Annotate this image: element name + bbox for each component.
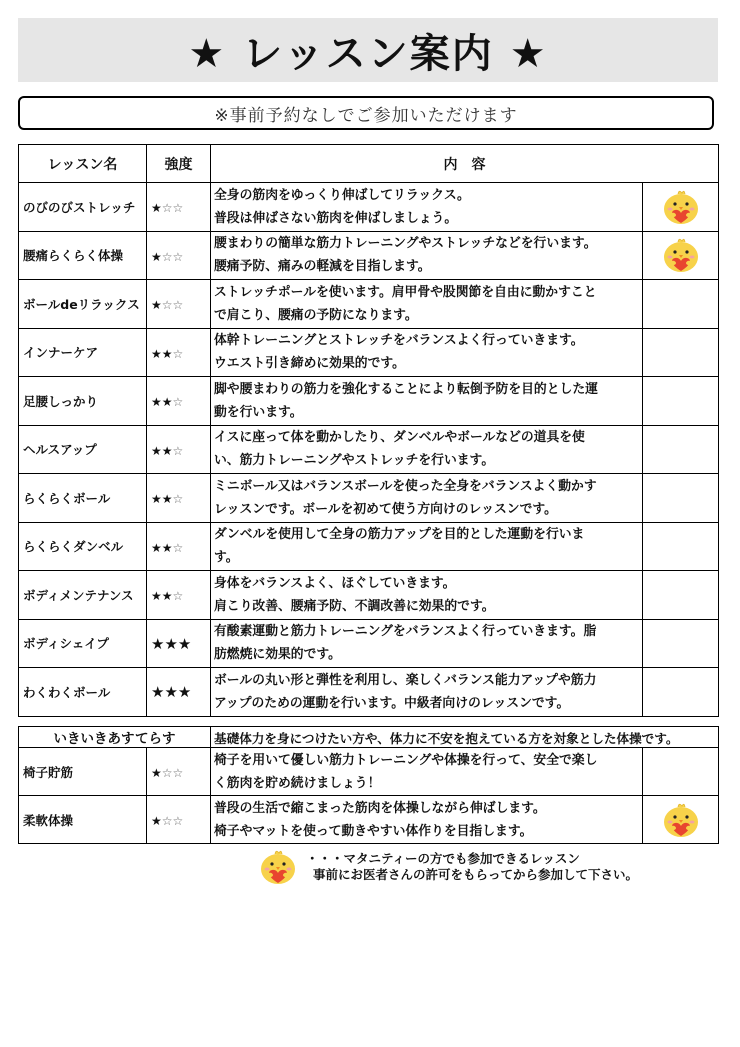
lesson-rows: [19, 183, 719, 717]
title-banner: [18, 18, 718, 82]
star-filled-icon: ★: [161, 346, 173, 361]
section-description: 基礎体力を身につけたい方や、体力に不安を抱えている方を対象とした体操です。: [211, 727, 719, 748]
table-header-row: [19, 145, 719, 183]
section-title: いきいきあすてらす: [19, 727, 211, 748]
section-table: [18, 726, 719, 844]
star-empty-icon: ☆: [161, 814, 173, 828]
star-filled-icon: ★: [161, 540, 173, 555]
star-filled-icon: ★: [161, 395, 173, 410]
lesson-row: [19, 231, 719, 280]
lesson-row: [19, 668, 719, 717]
description-line: ボールの丸い形と弾性を利用し、楽しくバランス能力アップや筋力: [214, 672, 597, 688]
description-line: 椅子を用いて優しい筋力トレーニングや体操を行って、安全で楽し: [214, 752, 598, 768]
maternity-mark-cell: [643, 748, 719, 796]
star-filled-icon: ★: [151, 814, 162, 828]
star-filled-icon: ★: [164, 634, 178, 653]
star-filled-icon: ★: [151, 443, 162, 458]
description-line: 普段の生活で縮こまった筋肉を体操しながら伸ばします。: [214, 800, 546, 816]
page-title: ★ レッスン案内 ★: [188, 30, 548, 77]
maternity-mark-cell: [643, 425, 719, 474]
lesson-name: のびのびストレッチ: [19, 183, 147, 232]
star-empty-icon: ☆: [172, 298, 184, 313]
lesson-table: [18, 144, 719, 717]
description-line: く筋肉を貯め続けましょう！: [214, 775, 381, 791]
description-line: 体幹トレーニングとストレッチをバランスよく行っていきます。: [214, 333, 584, 349]
star-filled-icon: ★: [151, 683, 165, 702]
lesson-description: [211, 619, 643, 668]
chick-holding-heart-icon: [258, 848, 298, 886]
description-line: 肩こり改善、腰痛予防、不調改善に効果的です。: [214, 598, 495, 614]
description-line: 動を行います。: [214, 404, 303, 420]
lesson-row: [19, 474, 719, 523]
star-filled-icon: ★: [161, 443, 173, 458]
header-lesson-name: レッスン名: [19, 145, 147, 183]
lesson-description: [211, 377, 643, 426]
lesson-description: [211, 425, 643, 474]
star-filled-icon: ★: [151, 298, 162, 313]
description-line: ウエスト引き締めに効果的です。: [214, 356, 405, 372]
lesson-name: 腰痛らくらく体操: [19, 231, 147, 280]
star-filled-icon: ★: [164, 683, 178, 702]
star-empty-icon: ☆: [172, 589, 184, 604]
intensity-rating: [147, 668, 211, 717]
intensity-rating: [147, 377, 211, 426]
intensity-rating: [147, 328, 211, 377]
lesson-name: ヘルスアップ: [19, 425, 147, 474]
description-line: 全身の筋肉をゆっくり伸ばしてリラックス。: [214, 187, 470, 203]
star-filled-icon: ★: [177, 683, 192, 702]
star-filled-icon: ★: [151, 346, 162, 361]
description-line: ストレッチポールを使います。肩甲骨や股関節を自由に動かすこと: [214, 284, 597, 300]
notice-box: [18, 96, 714, 130]
lesson-description: [211, 796, 643, 844]
star-filled-icon: ★: [151, 540, 162, 555]
intensity-rating: [147, 231, 211, 280]
lesson-row: [19, 796, 719, 844]
intensity-rating: [147, 619, 211, 668]
header-intensity: 強度: [147, 145, 211, 183]
lesson-row: [19, 280, 719, 329]
lesson-name: ボディシェイプ: [19, 619, 147, 668]
lesson-name: 柔軟体操: [19, 796, 147, 844]
star-empty-icon: ☆: [161, 298, 173, 313]
description-line: す。: [214, 550, 239, 566]
legend-line-1: ・・・マタニティーの方でも参加できるレッスン: [306, 851, 580, 866]
star-filled-icon: ★: [161, 492, 173, 507]
lesson-description: [211, 328, 643, 377]
lesson-name: ボールdeリラックス: [19, 280, 147, 329]
chick-holding-heart-icon: [661, 801, 701, 839]
lesson-row: [19, 328, 719, 377]
lesson-description: [211, 522, 643, 571]
description-line: 有酸素運動と筋力トレーニングをバランスよく行っていきます。脂: [214, 624, 597, 640]
star-empty-icon: ☆: [161, 249, 173, 264]
maternity-mark-cell: [643, 522, 719, 571]
intensity-rating: [147, 522, 211, 571]
intensity-rating: [147, 748, 211, 796]
star-filled-icon: ★: [151, 201, 162, 216]
lesson-description: [211, 571, 643, 620]
lesson-row: [19, 748, 719, 796]
maternity-mark-cell: [643, 328, 719, 377]
description-line: 普段は伸ばさない筋肉を伸ばしましょう。: [214, 210, 458, 226]
header-content: 内 容: [211, 145, 719, 183]
star-filled-icon: ★: [161, 589, 173, 604]
description-line: 身体をバランスよく、ほぐしていきます。: [214, 575, 456, 591]
section-header-row: [19, 727, 719, 748]
maternity-mark-cell: [643, 377, 719, 426]
maternity-mark-cell: [643, 796, 719, 844]
intensity-rating: [147, 183, 211, 232]
lesson-name: インナーケア: [19, 328, 147, 377]
star-empty-icon: ☆: [172, 766, 184, 780]
description-line: で肩こり、腰痛の予防になります。: [214, 307, 418, 323]
lesson-name: わくわくボール: [19, 668, 147, 717]
description-line: ミニボール又はバランスボールを使った全身をバランスよく動かす: [214, 478, 597, 494]
star-empty-icon: ☆: [172, 395, 184, 410]
description-line: レッスンです。ボールを初めて使う方向けのレッスンです。: [214, 501, 557, 517]
star-filled-icon: ★: [177, 634, 192, 653]
maternity-mark-cell: [643, 474, 719, 523]
lesson-description: [211, 668, 643, 717]
maternity-mark-cell: [643, 231, 719, 280]
lesson-description: [211, 474, 643, 523]
star-filled-icon: ★: [151, 634, 165, 653]
description-line: 脚や腰まわりの筋力を強化することにより転倒予防を目的とした運: [214, 381, 598, 397]
chick-holding-heart-icon: [661, 236, 701, 274]
lesson-row: [19, 425, 719, 474]
lesson-name: 足腰しっかり: [19, 377, 147, 426]
lesson-description: [211, 748, 643, 796]
description-line: 腰痛予防、痛みの軽減を目指します。: [214, 259, 431, 275]
lesson-row: [19, 183, 719, 232]
intensity-rating: [147, 796, 211, 844]
star-empty-icon: ☆: [172, 814, 184, 828]
star-empty-icon: ☆: [172, 201, 184, 216]
star-empty-icon: ☆: [161, 201, 173, 216]
intensity-rating: [147, 571, 211, 620]
description-line: ダンベルを使用して全身の筋力アップを目的とした運動を行いま: [214, 527, 585, 543]
notice-text: ※事前予約なしでご参加いただけます: [214, 105, 518, 126]
legend-line-2: 事前にお医者さんの許可をもらってから参加して下さい。: [313, 867, 639, 882]
maternity-mark-cell: [643, 280, 719, 329]
lesson-row: [19, 619, 719, 668]
maternity-mark-cell: [643, 668, 719, 717]
maternity-legend: [258, 848, 638, 886]
description-line: 肪燃焼に効果的です。: [214, 647, 341, 663]
intensity-rating: [147, 280, 211, 329]
lesson-name: ボディメンテナンス: [19, 571, 147, 620]
description-line: い、筋力トレーニングやストレッチを行います。: [214, 453, 495, 469]
intensity-rating: [147, 474, 211, 523]
star-empty-icon: ☆: [172, 492, 184, 507]
intensity-rating: [147, 425, 211, 474]
star-empty-icon: ☆: [172, 540, 184, 555]
star-filled-icon: ★: [151, 589, 162, 604]
description-line: 腰まわりの簡単な筋力トレーニングやストレッチなどを行います。: [214, 236, 597, 252]
maternity-mark-cell: [643, 183, 719, 232]
lesson-description: [211, 231, 643, 280]
lesson-row: [19, 522, 719, 571]
description-line: 椅子やマットを使って動きやすい体作りを目指します。: [214, 823, 533, 839]
lesson-name: 椅子貯筋: [19, 748, 147, 796]
lesson-name: らくらくダンベル: [19, 522, 147, 571]
star-filled-icon: ★: [151, 249, 162, 264]
star-empty-icon: ☆: [161, 766, 173, 780]
lesson-row: [19, 377, 719, 426]
lesson-description: [211, 183, 643, 232]
star-filled-icon: ★: [151, 492, 162, 507]
lesson-row: [19, 571, 719, 620]
description-line: イスに座って体を動かしたり、ダンベルやボールなどの道具を使: [214, 430, 585, 446]
chick-holding-heart-icon: [661, 188, 701, 226]
star-empty-icon: ☆: [172, 443, 184, 458]
description-line: アップのための運動を行います。中級者向けのレッスンです。: [214, 695, 570, 711]
lesson-name: らくらくボール: [19, 474, 147, 523]
maternity-mark-cell: [643, 619, 719, 668]
lesson-description: [211, 280, 643, 329]
maternity-mark-cell: [643, 571, 719, 620]
star-filled-icon: ★: [151, 395, 162, 410]
star-empty-icon: ☆: [172, 346, 184, 361]
star-filled-icon: ★: [151, 766, 162, 780]
star-empty-icon: ☆: [172, 249, 184, 264]
